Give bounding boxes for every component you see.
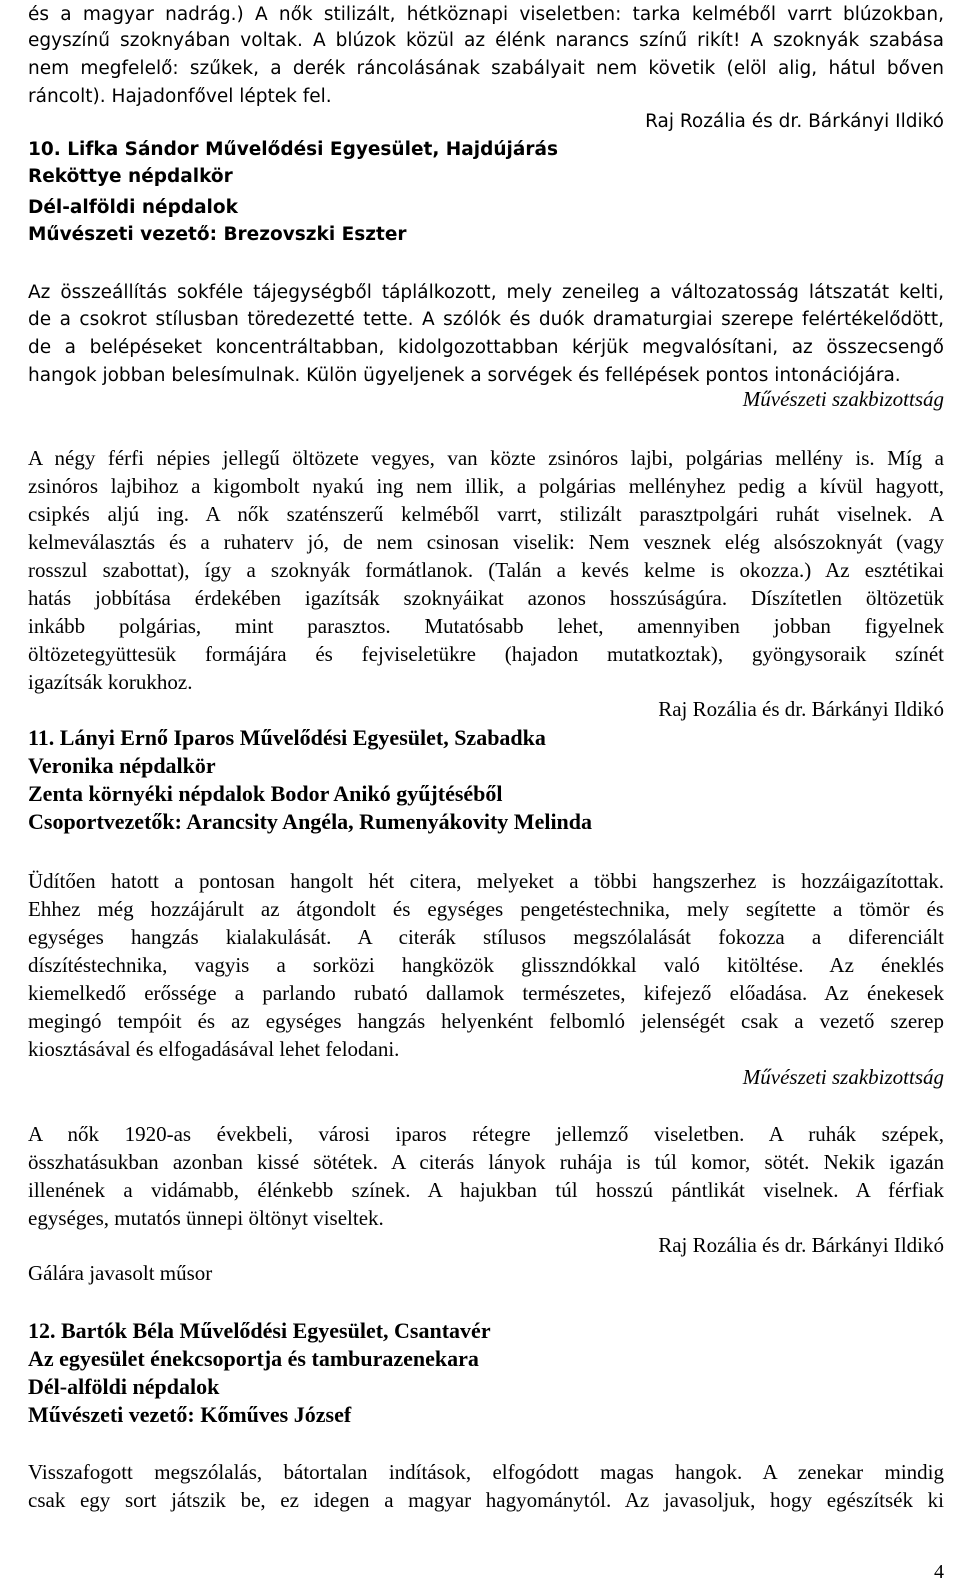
para-10a-line-3: de a belépéseket koncentráltabban, kidolgozottabban kérjük megvalósítani, az összecsengő: [28, 337, 944, 358]
gala-note: Gálára javasolt műsor: [28, 1261, 213, 1285]
para-10a-line-1: Az összeállítás sokféle tájegységből táplálkozott, mely zeneileg a változatosság látszatát kelti,: [28, 282, 944, 303]
para-prev-line-4: ráncolt). Hajadonfővel léptek fel.: [28, 86, 332, 107]
para-11a-line-4: díszítéstechnika, vagyis a sorközi hangközök glisszndókkal való kitöltése. Az éneklés: [28, 953, 944, 977]
para-12-line-1: Visszafogott megszólalás, bátortalan indítások, elfogódott magas hangok. A zenekar mindig: [28, 1460, 944, 1484]
heading-10-leader: Művészeti vezető: Brezovszki Eszter: [28, 224, 407, 245]
heading-10-repertoire: Dél-alföldi népdalok: [28, 197, 238, 218]
para-prev-line-2: egyszínű szoknyában voltak. A blúzok közül az élénk narancs színű rikít! A szoknyák szabása: [28, 30, 944, 51]
para-11a-line-5: kiemelkedő erőssége a parlando rubató dallamok természetes, kifejező előadása. Az énekesek: [28, 981, 944, 1005]
signature-2: Művészeti szakbizottság: [742, 387, 944, 411]
signature-1: Raj Rozália és dr. Bárkányi Ildikó: [645, 111, 944, 132]
page-number: 4: [934, 1561, 944, 1583]
para-11b-line-2: összhatásukban azonban kissé sötétek. A citerás lányok ruhája is túl komor, sötét. Nekik igazán: [28, 1150, 944, 1174]
para-10b-line-6: hatás jobbítása érdekében igazítsák szoknyáikat azonos hosszúságúra. Díszítetlen öltözetük: [28, 586, 944, 610]
para-11a-line-3: egységes hangzás kialakulását. A citerák stílusos megszólalását fokozza a diferenciált: [28, 925, 944, 949]
para-11a-line-6: megingó tempóit és az egységes hangzás helyenként felbomló jelenségét csak a vezető szerep: [28, 1009, 944, 1033]
signature-3: Raj Rozália és dr. Bárkányi Ildikó: [658, 697, 944, 721]
para-11b-line-1: A nők 1920-as évekbeli, városi iparos rétegre jellemző viseletben. A ruhák szépek,: [28, 1122, 944, 1146]
heading-12-title: 12. Bartók Béla Művelődési Egyesület, Csantavér: [28, 1318, 491, 1343]
para-prev-line-1: és a magyar nadrág.) A nők stilizált, hétköznapi viseletben: tarka kelméből varrt blúzokban,: [28, 4, 944, 25]
para-10b-line-9: igazítsák korukhoz.: [28, 670, 193, 694]
para-prev-line-3: nem megfelelő: szűkek, a derék ráncolásának szabályait nem követik (elöl alig, hátul bőven: [28, 58, 944, 79]
heading-10-group: Reköttye népdalkör: [28, 166, 233, 187]
para-10a-line-4: hangok jobban belesímulnak. Külön ügyeljenek a sorvégek és fellépések pontos intonációjára.: [28, 365, 901, 386]
para-12-line-2: csak egy sort játszik be, ez idegen a magyar hagyománytól. Az javasoljuk, hogy egészítsék ki: [28, 1488, 944, 1512]
para-11a-line-7: kiosztásával és elfogadásával lehet felodani.: [28, 1037, 400, 1061]
signature-5: Raj Rozália és dr. Bárkányi Ildikó: [658, 1233, 944, 1257]
heading-12-group: Az egyesület énekcsoportja és tamburazenekara: [28, 1346, 479, 1371]
heading-11-group: Veronika népdalkör: [28, 753, 216, 778]
para-11b-line-4: egységes, mutatós ünnepi öltönyt viseltek.: [28, 1206, 384, 1230]
heading-11-title: 11. Lányi Ernő Iparos Művelődési Egyesület, Szabadka: [28, 725, 546, 750]
para-10a-line-2: de a csokrot stílusban töredezetté tette. A szólók és duók dramaturgiai szerepe felértékelődött,: [28, 309, 944, 330]
para-11a-line-1: Üdítően hatott a pontosan hangolt hét citera, melyeket a többi hangszerhez is hozzáigazítottak.: [28, 869, 944, 893]
heading-12-repertoire: Dél-alföldi népdalok: [28, 1374, 220, 1399]
para-10b-line-4: kelmeválasztás és a ruhaterv jó, de nem csinosan viselik: Nem vesznek elég alsószoknyát (vagy: [28, 530, 944, 554]
para-11a-line-2: Ehhez még hozzájárult az átgondolt és egységes pengetéstechnika, mely segítette a tömör és: [28, 897, 944, 921]
para-10b-line-8: öltözetegyüttesük formájára és fejviseletükre (hajadon mutatkoztak), gyöngysoraik színét: [28, 642, 944, 666]
para-10b-line-2: zsinóros lajbihoz a kigombolt nyakú ing nem illik, a polgárias mellényhez pedig a kívül hagyott,: [28, 474, 944, 498]
heading-11-repertoire: Zenta környéki népdalok Bodor Anikó gyűjtéséből: [28, 781, 503, 806]
signature-4: Művészeti szakbizottság: [742, 1065, 944, 1089]
heading-12-leader: Művészeti vezető: Kőműves József: [28, 1402, 352, 1427]
para-10b-line-3: csipkés aljú ing. A nők szaténszerű kelméből varrt, stilizált parasztpolgári ruhát viselnek. A: [28, 502, 944, 526]
para-10b-line-5: rosszul szabottat), így a szoknyák formátlanok. (Talán a kevés kelme is okozza.) Az esztétikai: [28, 558, 944, 582]
heading-11-leaders: Csoportvezetők: Arancsity Angéla, Rumenyákovity Melinda: [28, 809, 593, 834]
para-10b-line-7: inkább polgárias, mint parasztos. Mutatósabb lehet, amennyiben jobban figyelnek: [28, 614, 944, 638]
heading-10-title: 10. Lifka Sándor Művelődési Egyesület, Hajdújárás: [28, 139, 558, 160]
para-10b-line-1: A négy férfi népies jellegű öltözete vegyes, van közte zsinóros lajbi, polgárias mellény is. Míg a: [28, 446, 944, 470]
para-11b-line-3: illenének a vidámabb, élénkebb színek. A hajukban túl hosszú pántlikát viselnek. A férfiak: [28, 1178, 944, 1202]
